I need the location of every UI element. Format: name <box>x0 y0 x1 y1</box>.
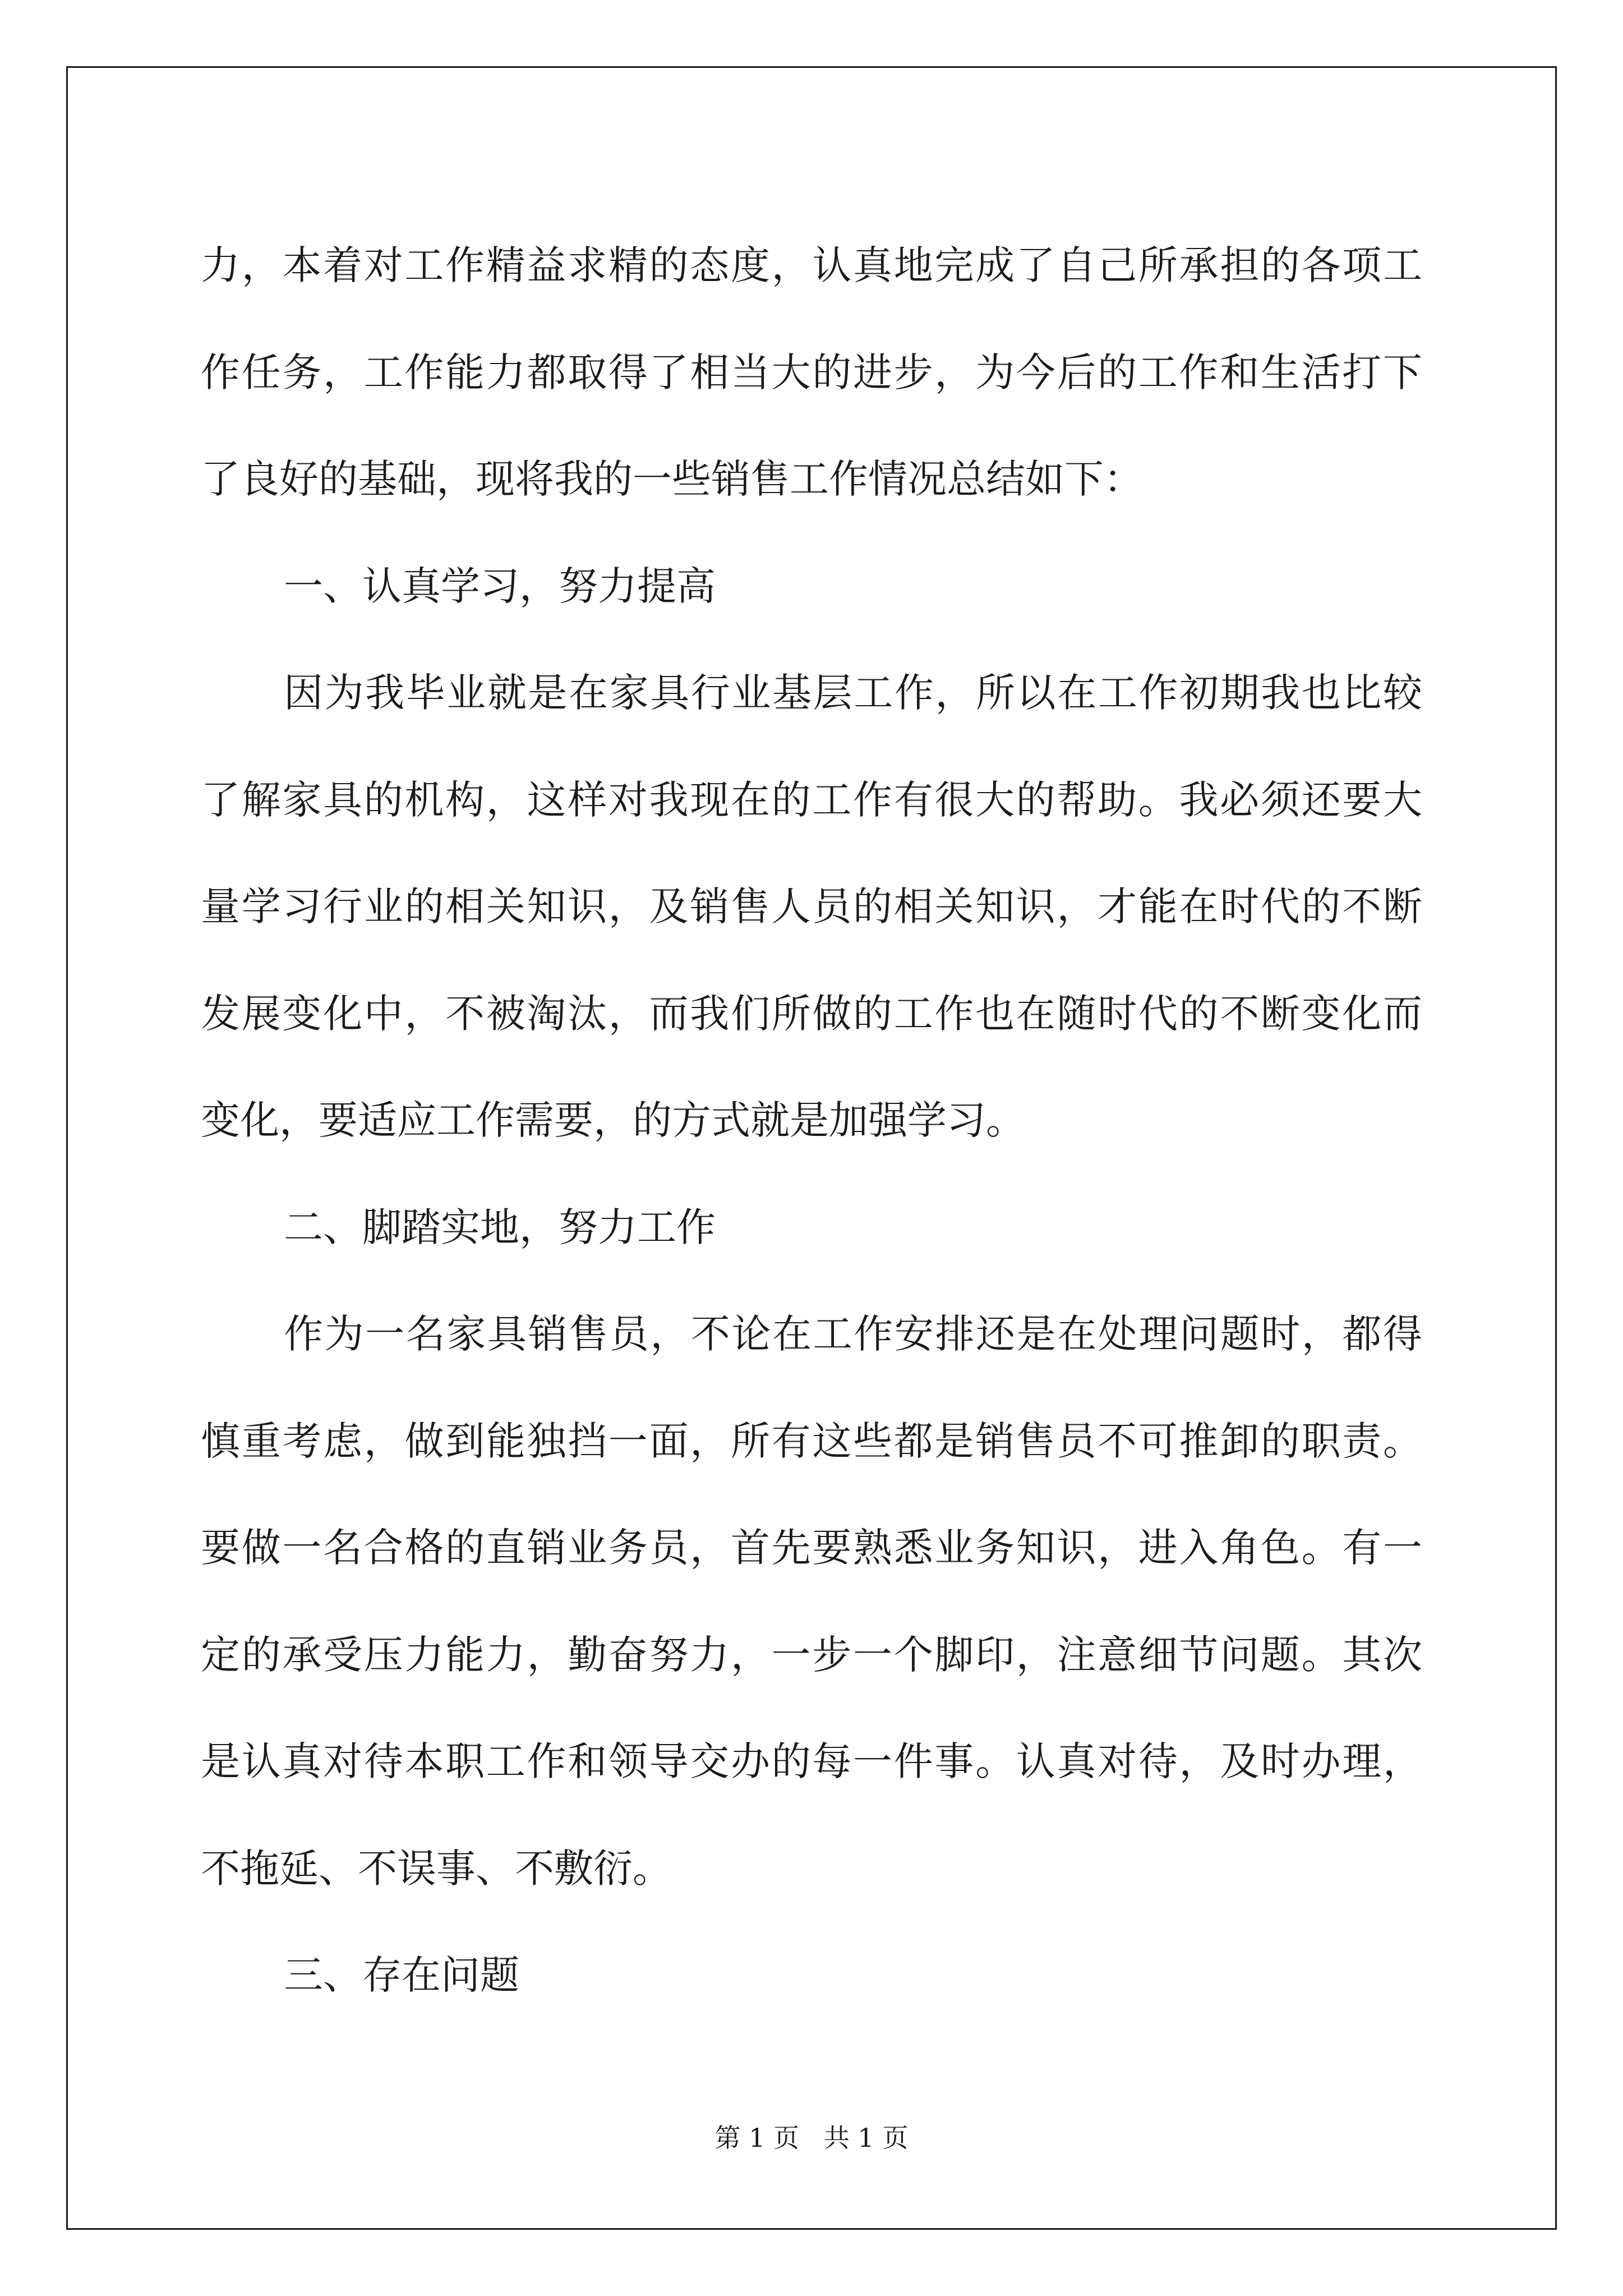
text-line: 不拖延、不误事、不敷衍。 <box>201 1845 672 1892</box>
text-line: 发展变化中，不被淘汰，而我们所做的工作也在随时代的不断变化而 <box>201 990 1422 1037</box>
text-line: 是认真对待本职工作和领导交办的每一件事。认真对待，及时办理， <box>201 1738 1422 1784</box>
text-line: 要做一名合格的直销业务员，首先要熟悉业务知识，进入角色。有一 <box>201 1525 1422 1571</box>
text-line: 二、脚踏实地，努力工作 <box>284 1204 716 1250</box>
text-line: 定的承受压力能力，勤奋努力，一步一个脚印，注意细节问题。其次 <box>201 1631 1422 1678</box>
text-line: 一、认真学习，努力提高 <box>284 563 716 609</box>
text-line: 因为我毕业就是在家具行业基层工作，所以在工作初期我也比较 <box>284 670 1422 716</box>
text-line: 量学习行业的相关知识，及销售人员的相关知识，才能在时代的不断 <box>201 884 1422 930</box>
text-line: 作任务，工作能力都取得了相当大的进步，为今后的工作和生活打下 <box>201 349 1422 395</box>
text-line: 了解家具的机构，这样对我现在的工作有很大的帮助。我必须还要大 <box>201 776 1422 823</box>
text-line: 慎重考虑，做到能独挡一面，所有这些都是销售员不可推卸的职责。 <box>201 1418 1422 1464</box>
text-line: 力，本着对工作精益求精的态度，认真地完成了自己所承担的各项工 <box>201 242 1422 288</box>
text-line: 了良好的基础，现将我的一些销售工作情况总结如下： <box>201 456 1143 502</box>
text-line: 作为一名家具销售员，不论在工作安排还是在处理问题时，都得 <box>284 1311 1422 1357</box>
page-footer: 第 1 页 共 1 页 <box>714 2123 909 2153</box>
text-line: 三、存在问题 <box>284 1952 519 1998</box>
text-line: 变化，要适应工作需要，的方式就是加强学习。 <box>201 1097 1025 1143</box>
document-body <box>201 212 1422 2029</box>
